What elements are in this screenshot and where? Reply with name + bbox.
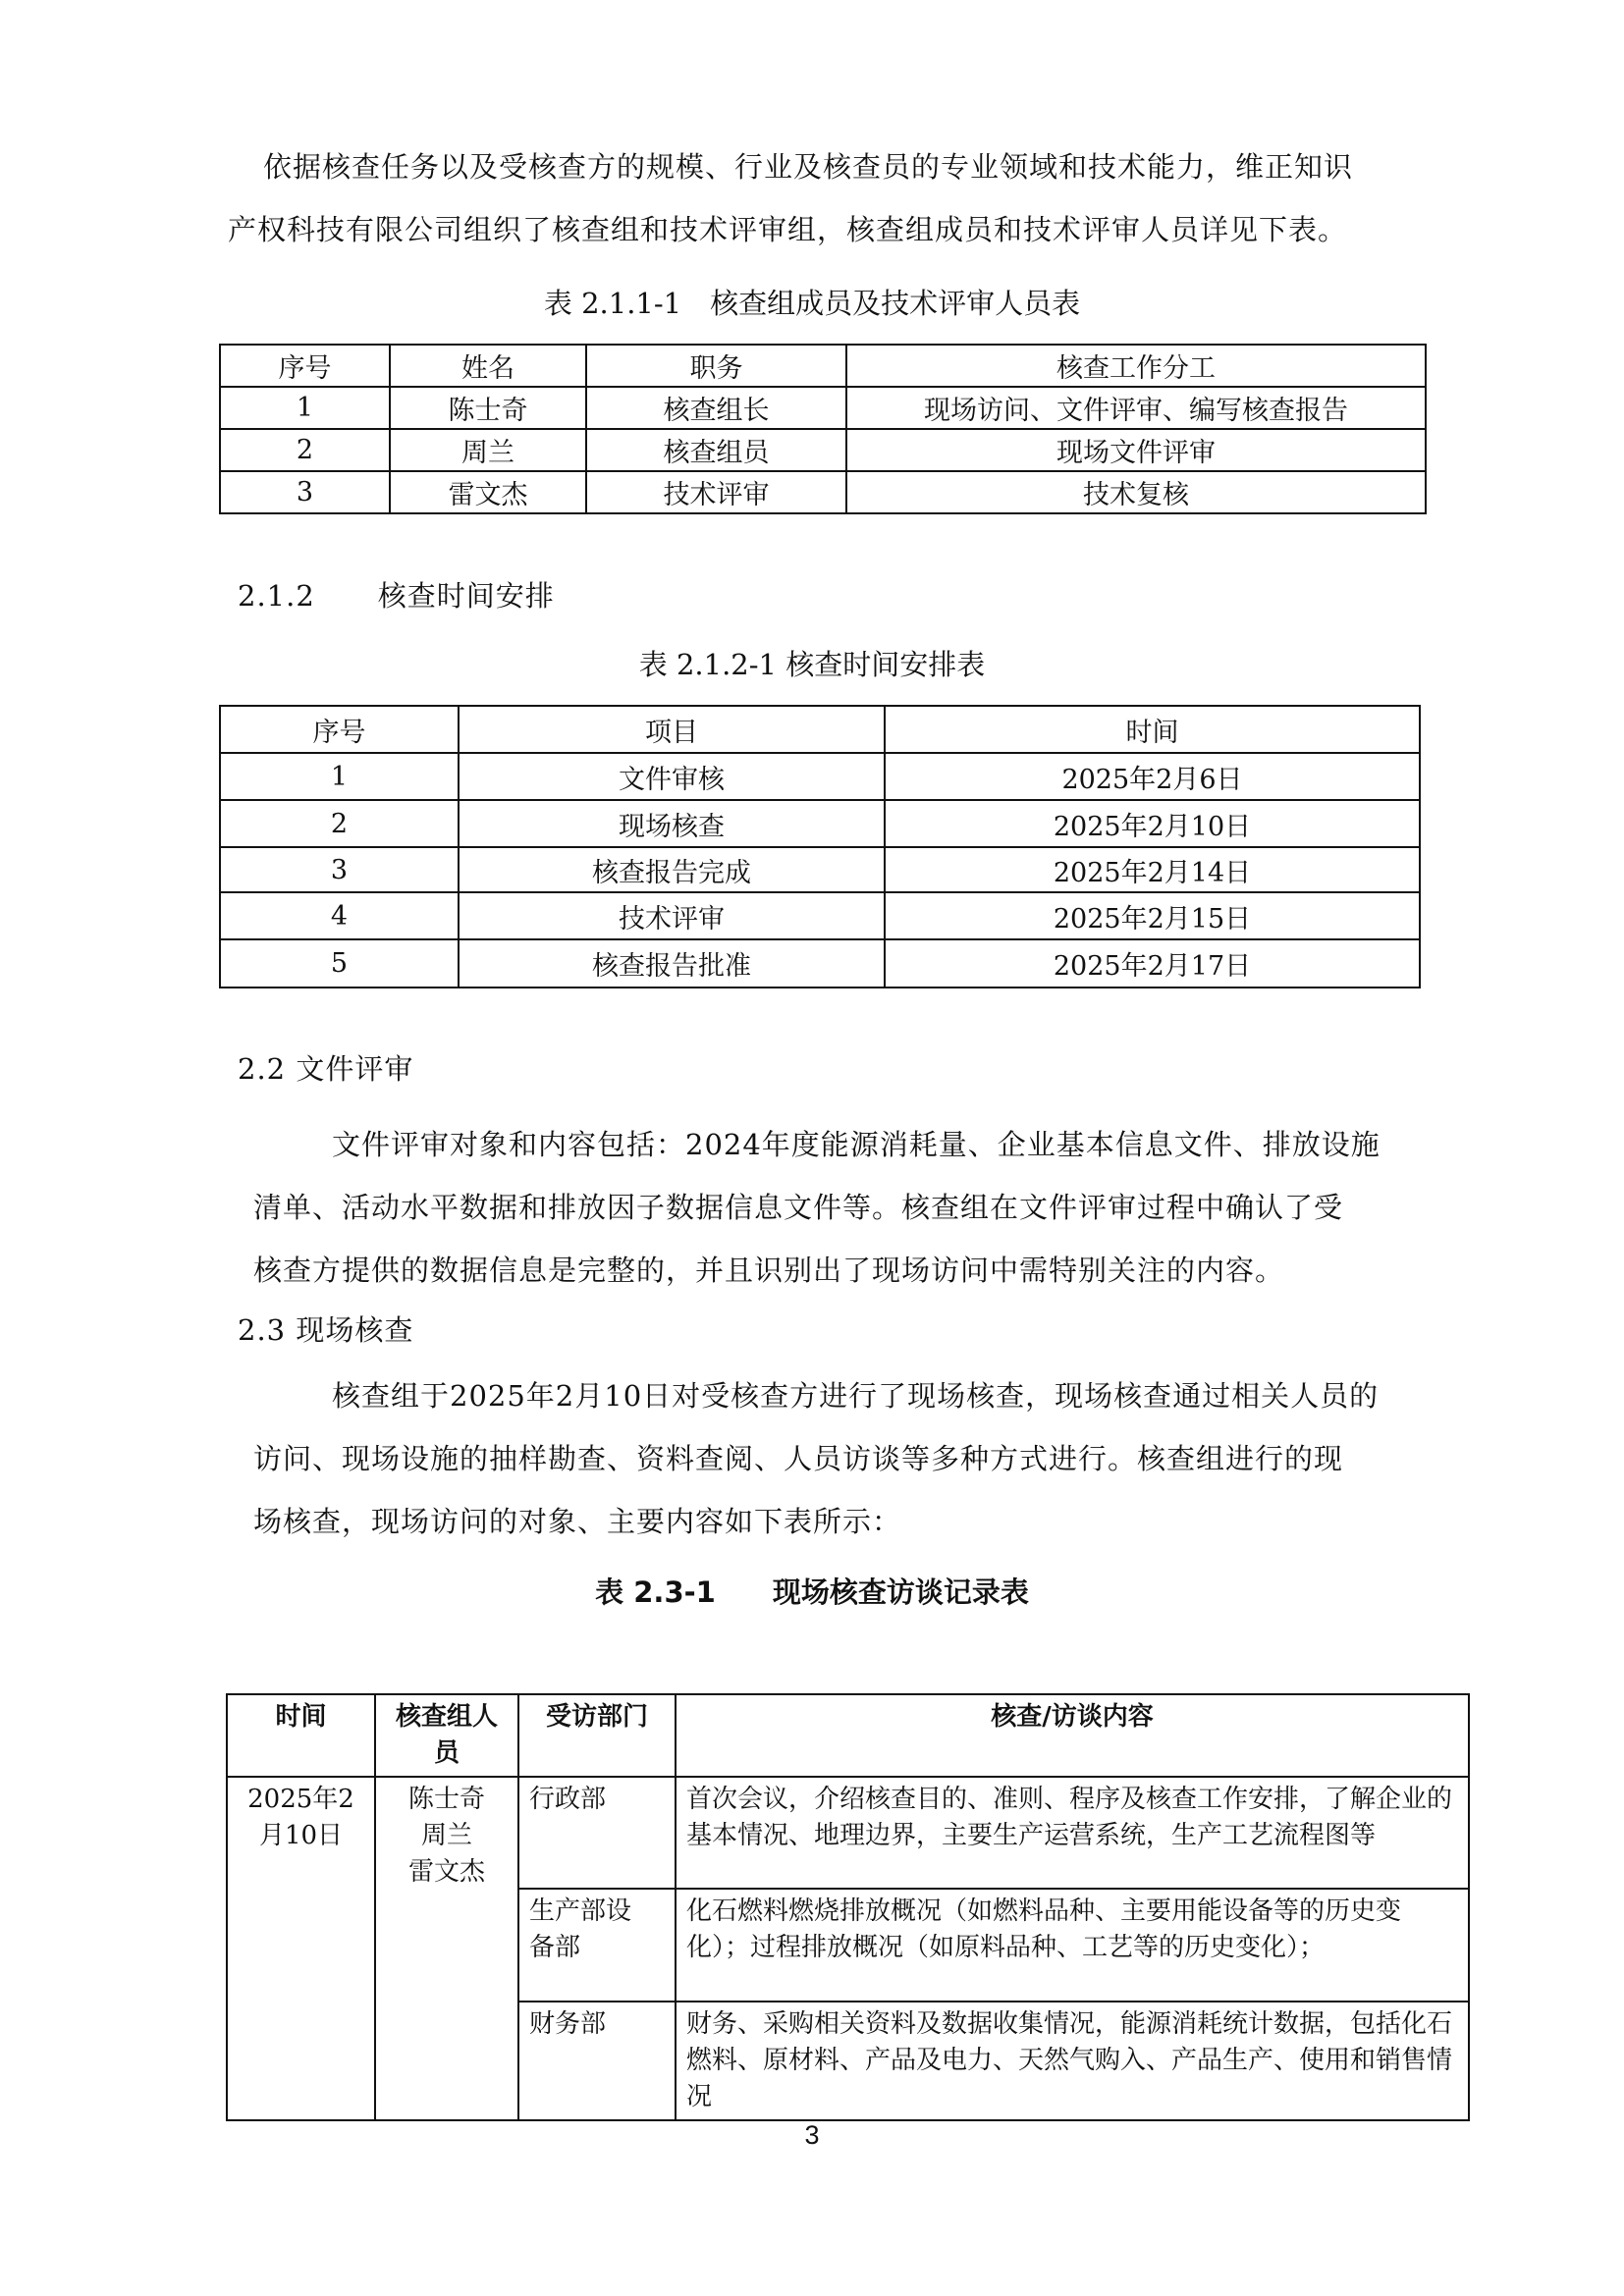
cell: 现场文件评审 <box>846 429 1426 471</box>
header-cell: 序号 <box>220 706 459 753</box>
section-2-3-line-2: 访问、现场设施的抽样勘查、资料查阅、人员访谈等多种方式进行。核查组进行的现 <box>253 1442 1344 1475</box>
cell: 技术评审 <box>586 471 846 513</box>
table1-caption: 表 2.1.1-1 核查组成员及技术评审人员表 <box>543 287 1081 320</box>
cell: 核查报告完成 <box>459 847 885 892</box>
table2-caption: 表 2.1.2-1 核查时间安排表 <box>638 648 986 681</box>
intro-line-2: 产权科技有限公司组织了核查组和技术评审组，核查组成员和技术评审人员详见下表。 <box>228 213 1348 246</box>
cell: 4 <box>220 892 459 939</box>
cell: 2025年2月14日 <box>885 847 1420 892</box>
department-cell: 财务部 <box>518 2002 676 2120</box>
content-cell: 财务、采购相关资料及数据收集情况，能源消耗统计数据，包括化石燃料、原材料、产品及电力、天然气购入、产品生产、使用和销售情况 <box>676 2002 1469 2120</box>
department-cell: 行政部 <box>518 1777 676 1889</box>
section-2-1-2-heading <box>238 575 555 616</box>
table-row <box>220 939 1420 988</box>
cell: 2025年2月6日 <box>885 753 1420 800</box>
content-cell: 首次会议，介绍核查目的、准则、程序及核查工作安排，了解企业的基本情况、地理边界，主要生产运营系统，生产工艺流程图等 <box>676 1777 1469 1889</box>
cell: 2025年2月17日 <box>885 939 1420 988</box>
page-number: 3 <box>804 2120 820 2150</box>
cell: 文件审核 <box>459 753 885 800</box>
cell: 技术复核 <box>846 471 1426 513</box>
cell: 现场访问、文件评审、编写核查报告 <box>846 387 1426 429</box>
table-row <box>220 429 1426 471</box>
intro-line-1: 依据核查任务以及受核查方的规模、行业及核查员的专业领域和技术能力，维正知识 <box>263 150 1354 184</box>
interview-date: 2025年2月10日 <box>227 1777 375 2120</box>
member-name: 陈士奇 <box>407 1785 485 1814</box>
section-2-2-line-2: 清单、活动水平数据和排放因子数据信息文件等。核查组在文件评审过程中确认了受 <box>253 1191 1344 1224</box>
table-header-row <box>220 706 1420 753</box>
header-cell: 核查组人员 <box>375 1694 518 1777</box>
section-2-2-line-3: 核查方提供的数据信息是完整的，并且识别出了现场访问中需特别关注的内容。 <box>253 1254 1285 1287</box>
table-row <box>220 387 1426 429</box>
content-cell: 化石燃料燃烧排放概况（如燃料品种、主要用能设备等的历史变化）；过程排放概况（如原料品种、工艺等的历史变化）； <box>676 1889 1469 2002</box>
cell: 2 <box>220 429 390 471</box>
table-row <box>220 892 1420 939</box>
interview-members <box>375 1777 518 2120</box>
header-cell: 核查/访谈内容 <box>676 1694 1469 1777</box>
section-title: 核查时间安排 <box>377 579 555 613</box>
table-row <box>220 847 1420 892</box>
header-cell: 时间 <box>885 706 1420 753</box>
cell: 现场核查 <box>459 800 885 847</box>
cell: 2025年2月15日 <box>885 892 1420 939</box>
member-name: 周兰 <box>420 1821 472 1850</box>
cell: 周兰 <box>390 429 586 471</box>
member-name: 雷文杰 <box>407 1857 485 1887</box>
header-cell: 职务 <box>586 345 846 387</box>
cell: 核查组员 <box>586 429 846 471</box>
section-2-2-heading: 2.2 文件评审 <box>238 1052 414 1086</box>
cell: 1 <box>220 387 390 429</box>
schedule-table <box>219 705 1421 988</box>
department-cell: 生产部设备部 <box>518 1889 676 2002</box>
cell: 1 <box>220 753 459 800</box>
cell: 3 <box>220 471 390 513</box>
header-cell: 姓名 <box>390 345 586 387</box>
cell: 5 <box>220 939 459 988</box>
cell: 3 <box>220 847 459 892</box>
table3-caption: 表 2.3-1 现场核查访谈记录表 <box>595 1575 1029 1609</box>
section-2-3-heading: 2.3 现场核查 <box>238 1313 414 1347</box>
cell: 技术评审 <box>459 892 885 939</box>
inspection-team-table <box>219 344 1427 514</box>
cell: 核查组长 <box>586 387 846 429</box>
header-cell: 序号 <box>220 345 390 387</box>
header-cell: 项目 <box>459 706 885 753</box>
table-row <box>220 471 1426 513</box>
table-header-row <box>227 1694 1469 1777</box>
header-cell: 核查工作分工 <box>846 345 1426 387</box>
section-2-3-line-3: 场核查，现场访问的对象、主要内容如下表所示： <box>253 1505 902 1538</box>
site-interview-table <box>226 1693 1470 2121</box>
header-cell: 受访部门 <box>518 1694 676 1777</box>
cell: 雷文杰 <box>390 471 586 513</box>
table-row <box>227 1777 1469 1889</box>
table-row <box>220 800 1420 847</box>
cell: 陈士奇 <box>390 387 586 429</box>
cell: 2025年2月10日 <box>885 800 1420 847</box>
section-2-2-line-1: 文件评审对象和内容包括：2024年度能源消耗量、企业基本信息文件、排放设施 <box>332 1128 1380 1161</box>
header-cell: 时间 <box>227 1694 375 1777</box>
cell: 核查报告批准 <box>459 939 885 988</box>
table-header-row <box>220 345 1426 387</box>
section-number: 2.1.2 <box>238 579 315 613</box>
table-row <box>220 753 1420 800</box>
cell: 2 <box>220 800 459 847</box>
section-2-3-line-1: 核查组于2025年2月10日对受核查方进行了现场核查，现场核查通过相关人员的 <box>332 1379 1380 1413</box>
